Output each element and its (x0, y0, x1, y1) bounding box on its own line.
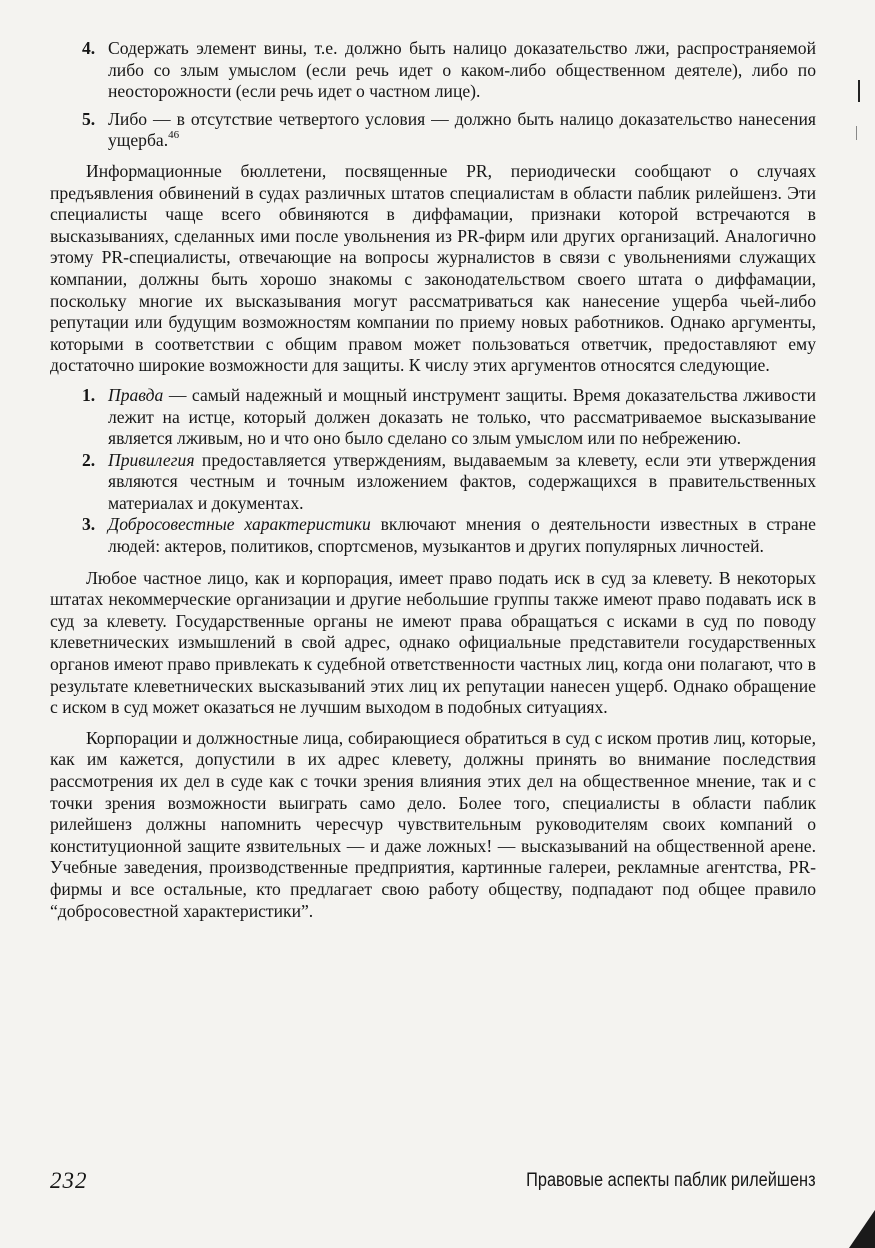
list-item (50, 385, 816, 450)
list-item (50, 38, 816, 103)
paragraph-right-to-sue: Любое частное лицо, как и корпорация, имеет право подать иск в суд за клевету. В некоторых штатах некоммерческие организации и другие небольшие группы также имеют право подавать иск в суд за клевету. Государственные органы не имеют права обращаться с исками в суд по поводу клеветнических измышлений в свой адрес, однако официальные представители государственных органов имеют право привлекать к судебной ответственности частных лиц, когда они полагают, что в результате клеветнических высказываний этих лиц их репутации нанесен ущерб. Однако обращение с иском в суд может оказаться не лучшим выходом в подобных ситуациях. (50, 567, 816, 718)
page-number: 232 (50, 1168, 88, 1193)
list-item-number: 5. (82, 108, 96, 129)
list-item-number: 3. (82, 514, 96, 535)
conditions-list (50, 38, 816, 152)
footnote-marker: 46 (168, 129, 180, 142)
page-footer (50, 1168, 816, 1198)
page-corner-shadow (849, 1210, 875, 1248)
list-item-number: 2. (82, 449, 96, 470)
list-item-number: 4. (82, 38, 96, 58)
paragraph-corporations: Корпорации и должностные лица, собирающиеся обратиться в суд с иском против лиц, которые, как им кажется, допустили в их адрес клевету, должны принять во внимание последствия рассмотрения их дел в суде как с точки зрения влияния этих дел на общественное мнение, так и с точки зрения возможности выиграть само дело. Более того, специалисты в области паблик рилейшенз должны напомнить чересчур чувствительным руководителям своих компаний о конституционной защите язвительных — и даже ложных! — высказываний на общественной арене. Учебные заведения, производственные предприятия, картинные галереи, рекламные агентства, PR-фирмы и все остальные, кто предлагает свою работу обществу, подпадают под общее правило “добросовестной характеристики”. (50, 727, 816, 921)
list-item (50, 514, 816, 557)
list-item-text: Содержать элемент вины, т.е. должно быть налицо доказательство лжи, распространяемой либо со злым умыслом (если речь идет о каком-либо общественном деятеле), либо по неосторожности (если речь идет о частном лице). (108, 38, 816, 102)
defense-term: Добросовестные характеристики (108, 514, 371, 535)
defense-term: Привилегия (108, 449, 195, 470)
page-body (50, 38, 816, 922)
list-item (50, 450, 816, 515)
scan-edge-mark (856, 126, 857, 140)
paragraph-pr-bulletins: Информационные бюллетени, посвященные PR, периодически сообщают о случаях предъявления обвинений в судах различных штатов специалистам в области паблик рилейшенз. Эти специалисты чаще всего обвиняются в диффамации, признаки которой встречаются в высказываниях, сделанных ими после увольнения из PR-фирм или других организаций. Аналогично этому PR-специалисты, отвечающие на вопросы журналистов в связи с увольнениями служащих компании, должны быть хорошо знакомы с законодательством своего штата о диффамации, поскольку многие их высказывания могут рассматриваться как нанесение ущерба чьей-либо репутации или будущим возможностям компании по приему новых работников. Однако аргументы, которыми в соответствии с общим правом может пользоваться ответчик, предоставляют ему достаточно широкие возможности для защиты. К числу этих аргументов относятся следующие. (50, 160, 816, 376)
scan-edge-mark (858, 80, 860, 102)
list-item-text: включают мнения о деятельности известных в стране людей: актеров, политиков, спортсменов, музыкантов и других популярных личностей. (108, 514, 816, 557)
list-item-text: — самый надежный и мощный инструмент защиты. Время доказательства лживости лежит на истце, который должен доказать не только, что рассматриваемое высказывание является лживым, но и что оно было сделано со злым умыслом или по небрежению. (108, 384, 816, 449)
list-item-number: 1. (82, 384, 96, 405)
running-title: Правовые аспекты паблик рилейшенз (526, 1170, 816, 1191)
list-item-text: Либо — в отсутствие четвертого условия — должно быть налицо доказательство нанесения ущерба. (108, 108, 816, 151)
defense-term: Правда (108, 384, 164, 405)
list-item-text: предоставляется утверждениям, выдаваемым за клевету, если эти утверждения являются честным и точным изложением фактов, содержащихся в правительственных материалах и документах. (108, 449, 816, 513)
list-item (50, 109, 816, 152)
defenses-list (50, 385, 816, 558)
